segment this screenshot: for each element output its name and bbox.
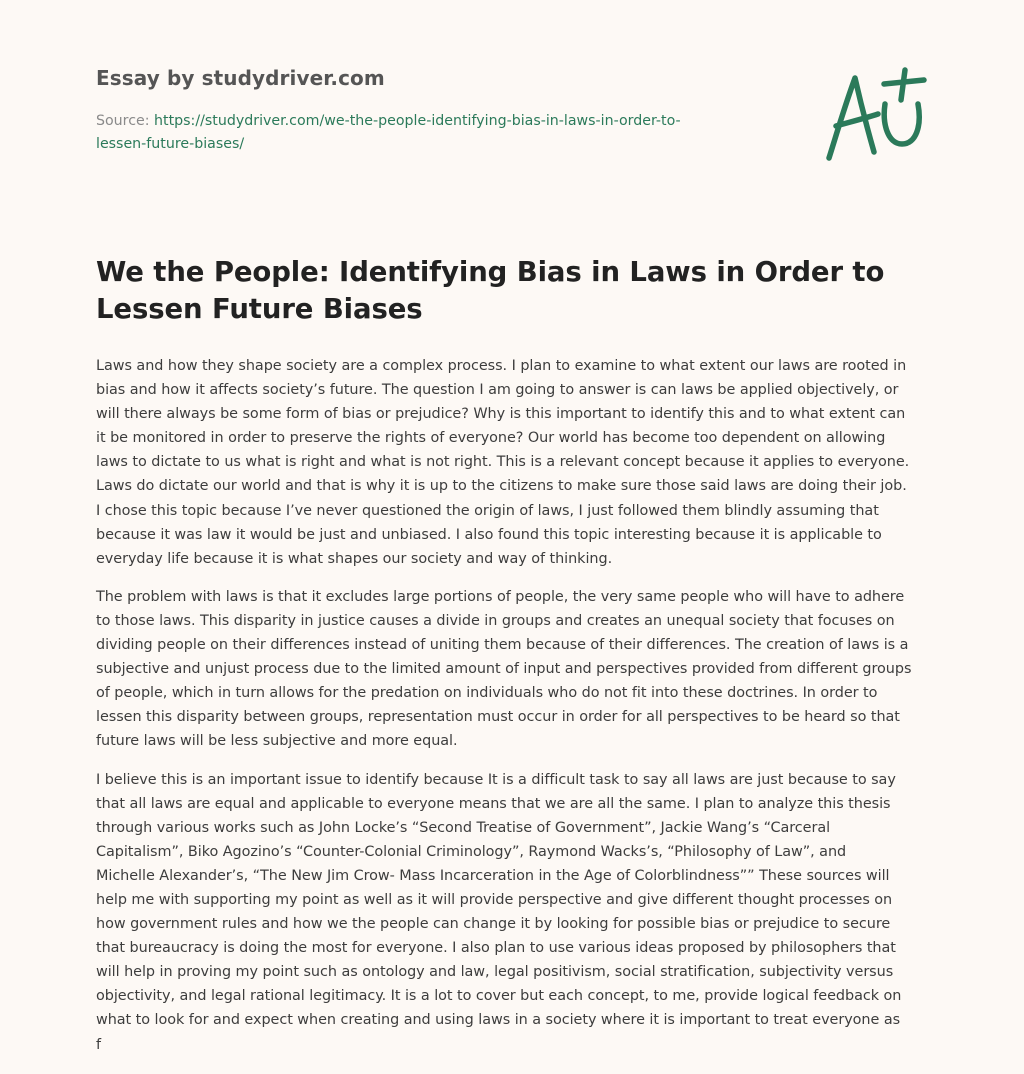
paragraph-line: to those laws. This disparity in justice causes a divide in groups and creates an unequal society that focuses on xyxy=(96,612,895,629)
paragraph-line: how government rules and how we the people can change it by looking for possible bias or prejudice to secure xyxy=(96,916,891,933)
source-label: Source: xyxy=(96,113,155,129)
source-link-line1: https://studydriver.com/we-the-people-identifying-bias-in-laws-in-order-to- xyxy=(154,113,681,129)
paragraph-line: bias and how it affects society’s future. The question I am going to answer is can laws be applied objectively, or xyxy=(96,382,899,399)
essay-body xyxy=(96,354,936,1071)
paragraph-line: future laws will be less subjective and more equal. xyxy=(96,733,458,750)
paragraph-line: lessen this disparity between groups, representation must occur in order for all perspectives to be heard so that xyxy=(96,709,900,726)
paragraph-line: what to look for and expect when creating and using laws in a society where it is important to treat everyone as xyxy=(96,1012,901,1029)
source-link[interactable] xyxy=(96,113,681,152)
paragraph-line: Michelle Alexander’s, “The New Jim Crow- Mass Incarceration in the Age of Colorblindness”” These sources will xyxy=(96,867,890,884)
paragraph-line: laws to dictate to us what is right and what is not right. This is a relevant concept because it applies to everyone. xyxy=(96,454,910,471)
paragraph-line: will help in proving my point such as ontology and law, legal positivism, social stratification, subjectivity versus xyxy=(96,964,894,981)
paragraph-line: help me with supporting my point as well as it will provide perspective and give different thought processes on xyxy=(96,891,893,908)
paragraph-line: because it was law it would be just and unbiased. I also found this topic interesting because it is applicable to xyxy=(96,526,882,543)
body-paragraph xyxy=(96,768,936,1057)
paragraph-line: Laws do dictate our world and that is why it is up to the citizens to make sure those said laws are doing their job. xyxy=(96,478,907,495)
paragraph-line: that bureaucracy is doing the most for everyone. I also plan to use various ideas proposed by philosophers that xyxy=(96,940,896,957)
paragraph-line: I chose this topic because I’ve never questioned the origin of laws, I just followed them blindly assuming that xyxy=(96,502,879,519)
paragraph-line: that all laws are equal and applicable to everyone means that we are all the same. I plan to analyze this thesis xyxy=(96,795,891,812)
paragraph-line: it be monitored in order to preserve the rights of everyone? Our world has become too dependent on allowing xyxy=(96,430,886,447)
paragraph-line: through various works such as John Locke’s “Second Treatise of Government”, Jackie Wang’s “Carceral xyxy=(96,819,831,836)
paragraph-line: dividing people on their differences instead of uniting them because of their differences. The creation of laws is a xyxy=(96,637,909,654)
title-line-2: Lessen Future Biases xyxy=(96,293,423,325)
paragraph-line: Capitalism”, Biko Agozino’s “Counter-Colonial Criminology”, Raymond Wacks’s, “Philosophy of Law”, and xyxy=(96,843,847,860)
paragraph-line: Laws and how they shape society are a complex process. I plan to examine to what extent our laws are rooted in xyxy=(96,358,907,374)
source-line xyxy=(96,110,796,156)
paragraph-line: of people, which in turn allows for the predation on individuals who do not fit into these doctrines. In order to xyxy=(96,685,878,702)
title-line-1: We the People: Identifying Bias in Laws in Order to xyxy=(96,256,885,288)
paragraph-line: subjective and unjust process due to the limited amount of input and perspectives provided from different groups xyxy=(96,661,912,678)
paragraph-line: I believe this is an important issue to identify because It is a difficult task to say all laws are just because to say xyxy=(96,771,896,788)
source-link-line2: lessen-future-biases/ xyxy=(96,136,245,152)
essay-title xyxy=(96,254,896,328)
body-paragraph xyxy=(96,585,936,754)
body-paragraph xyxy=(96,354,936,571)
site-brand: Essay by studydriver.com xyxy=(96,66,385,90)
paragraph-line: will there always be some form of bias or prejudice? Why is this important to identify this and to what extent can xyxy=(96,406,906,423)
essay-header xyxy=(96,60,796,156)
paragraph-line: f xyxy=(96,1036,102,1053)
paragraph-line: The problem with laws is that it excludes large portions of people, the very same people who will have to adhere xyxy=(96,588,905,605)
paragraph-line: objectivity, and legal rational legitimacy. It is a lot to cover but each concept, to me, provide logical feedback on xyxy=(96,988,902,1005)
a-plus-logo-icon xyxy=(822,66,932,166)
paragraph-line: everyday life because it is what shapes our society and way of thinking. xyxy=(96,550,613,567)
